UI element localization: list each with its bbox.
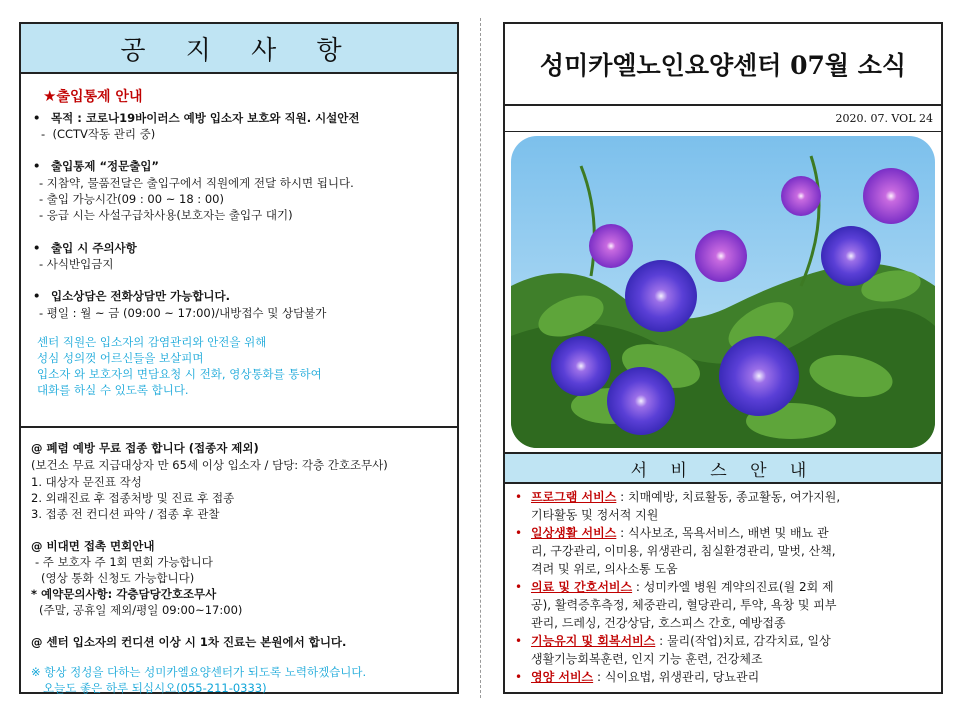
bullet-icon: • [515,670,523,684]
purpose-detail: - (CCTV작동 관리 중) [41,127,156,141]
vaccine-step: 3. 접종 전 컨디션 파악 / 접종 후 관찰 [31,507,220,521]
newsletter-title: 성미카엘노인요양센터 07월 소식 [505,24,941,106]
service-item-rehab: • 기능유지 및 회복서비스 : 물리(작업)치료, 감각치료, 일상 생활기능회복훈련, 인지 기능 훈련, 건강체조 [511,632,935,668]
bullet-icon: • [515,526,523,540]
control-label: • 출입통제 “정문출입” [21,158,159,174]
control-line: - 출입 가능시간(09 : 00 ~ 18 : 00) [39,192,224,206]
volume-divider [505,131,941,132]
notice-title: 공 지 사 항 [21,24,457,74]
notice-info-section [21,428,457,694]
vaccine-step: 2. 외래진료 후 접종처방 및 진료 후 접종 [31,491,235,505]
services-title: 서 비 스 안 내 [505,452,941,484]
control-line: - 지참약, 물품전달은 출입구에서 직원에게 전달 하시면 됩니다. [39,176,354,190]
reserve-detail: (주말, 공휴일 제외/평일 09:00~17:00) [39,603,243,617]
service-item-program: • 프로그램 서비스 : 치매예방, 치료활동, 종교활동, 여가지원, 기타활동 및 정서적 지원 [511,488,935,524]
staff-message-line: 입소자 와 보호자의 면담요청 시 전화, 영상통화를 통하여 [37,367,322,381]
purpose-label: • 목적 : 코로나19바이러스 예방 입소자 보호와 직원. 시설안전 [21,110,360,126]
control-line: - 응급 시는 사설구급차사용(보호자는 출입구 대기) [39,208,293,222]
volume-label: 2020. 07. VOL 24 [835,112,933,125]
service-item-medical: • 의료 및 간호서비스 : 성미카엘 병원 계약의진료(월 2회 제 공), 활력증후측정, 체중관리, 혈당관리, 투약, 욕창 및 피부 관리, 드레싱, 건강상담, 호스피스 간호, 예방접종 [511,578,935,632]
service-item-nutrition: • 영양 서비스 : 식이요법, 위생관리, 당뇨관리 [511,668,935,686]
consult-label: • 입소상담은 전화상담만 가능합니다. [21,288,230,304]
staff-message-line: 센터 직원은 입소자의 감염관리와 안전을 위해 [37,335,267,349]
vaccine-heading: @ 폐렴 예방 무료 접종 합니다 (접종자 제외) [31,441,259,455]
condition-note: @ 센터 입소자의 컨디션 이상 시 1차 진료는 본원에서 합니다. [31,635,347,649]
reserve-label: * 예약문의사항: 각층담당간호조무사 [31,587,217,601]
morning-glory-photo [511,136,935,448]
entry-control-heading: ★출입통제 안내 [43,87,143,105]
closing-line: 오늘도 좋은 하루 되십시오(055-211-0333) [43,681,267,695]
star-icon: ★ [43,87,57,105]
visit-line: (영상 통화 신청도 가능합니다) [41,571,195,585]
service-item-daily: • 일상생활 서비스 : 식사보조, 목욕서비스, 배변 및 배뇨 관 리, 구강관리, 이미용, 위생관리, 침실환경관리, 말벗, 산책, 격려 및 위로, 의사소통 도움 [511,524,935,578]
notice-panel [19,22,459,694]
closing-line: ※ 항상 정성을 다하는 성미카엘요양센터가 되도록 노력하겠습니다. [31,665,367,679]
caution-line: - 사식반입금지 [39,257,114,271]
flower-illustration [511,136,935,448]
bullet-icon: • [515,634,523,648]
visit-line: - 주 보호자 주 1회 면회 가능합니다 [35,555,213,569]
visit-heading: @ 비대면 접촉 면회안내 [31,539,155,553]
vaccine-step: 1. 대상자 문진표 작성 [31,475,142,489]
caution-label: • 출입 시 주의사항 [21,240,137,256]
entry-control-section [21,74,457,428]
bullet-icon: • [515,490,523,504]
bullet-icon: • [515,580,523,594]
newsletter-panel [503,22,943,694]
page-divider [480,18,481,698]
vaccine-sub: (보건소 무료 지급대상자 만 65세 이상 입소자 / 담당: 각층 간호조무사) [31,458,388,472]
staff-message-line: 대화를 하실 수 있도록 합니다. [37,383,189,397]
consult-line: - 평일 : 월 ~ 금 (09:00 ~ 17:00)/내방접수 및 상담불가 [39,306,327,320]
staff-message-line: 성심 성의껏 어르신들을 보살피며 [37,351,204,365]
